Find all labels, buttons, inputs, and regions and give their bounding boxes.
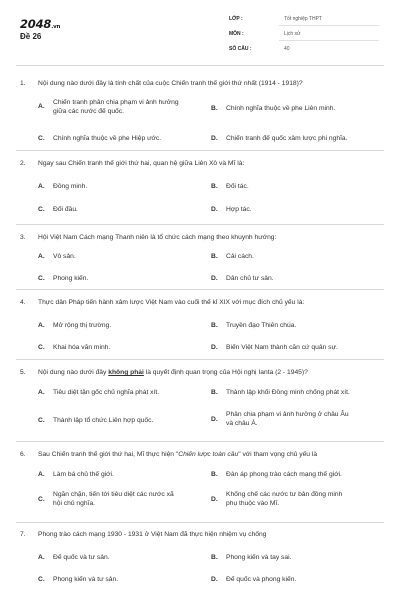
question-count-label: SỐ CÂU :: [229, 46, 252, 52]
option-key: C.: [38, 417, 45, 424]
option-text: Hợp tác.: [226, 206, 252, 213]
question-divider: [16, 150, 384, 151]
question-divider: [16, 441, 384, 442]
option-text: Dân chủ tư sản.: [226, 275, 274, 282]
question-divider: [16, 359, 384, 360]
option-text: Vô sản.: [53, 253, 76, 260]
question-text: Phong trào cách mạng 1930 - 1931 ở Việt Nam đã thực hiện nhiệm vụ chống: [38, 531, 267, 538]
option-key: B.: [211, 322, 218, 329]
option-text: Phong kiến và tay sai.: [226, 554, 292, 561]
option-text: Khai hóa văn minh.: [53, 344, 111, 351]
option-key: D.: [211, 135, 218, 142]
option-text: Cải cách.: [226, 253, 254, 260]
option-key: D.: [211, 576, 218, 583]
option-text: Ngăn chặn, tiến tới tiêu diệt các nước xã hội chủ nghĩa.: [53, 491, 174, 507]
question-text: Sau Chiến tranh thế giới thứ hai, Mĩ thực hiện "Chiến lược toàn cầu" với tham vọng chủ yếu là: [38, 451, 318, 458]
logo-text: 2048: [20, 17, 52, 31]
option-key: C.: [38, 206, 45, 213]
option-key: C.: [38, 576, 45, 583]
option-text: Thành lập khối Đồng minh chống phát xít.: [226, 389, 350, 396]
subject-label: MÔN :: [229, 31, 244, 37]
question-number: 1.: [20, 80, 26, 87]
question-text: Ngay sau Chiến tranh thế giới thứ hai, quan hệ giữa Liên Xô và Mĩ là:: [38, 160, 245, 167]
header-divider: [16, 65, 384, 66]
question-text: Nội dung nào dưới đây là tính chất của cuộc Chiến tranh thế giới thứ nhất (1914 - 1918)?: [38, 80, 303, 87]
option-key: A.: [38, 103, 45, 110]
option-text: Đế quốc và tư sản.: [53, 554, 110, 561]
option-key: A.: [38, 322, 45, 329]
exam-code: Đề 26: [20, 32, 42, 41]
option-key: C.: [38, 275, 45, 282]
question-number: 4.: [20, 299, 26, 306]
question-number: 5.: [20, 369, 26, 376]
option-text: Phong kiến và tư sản.: [53, 576, 119, 583]
question-divider: [16, 289, 384, 290]
option-text: Thành lập tổ chức Liên hợp quốc.: [53, 417, 154, 424]
option-key: B.: [211, 389, 218, 396]
option-key: B.: [211, 183, 218, 190]
emphasis-text: Chiến lược toàn cầu: [178, 451, 239, 458]
option-text: Đàn áp phong trào cách mạng thế giới.: [226, 471, 342, 478]
option-key: D.: [211, 206, 218, 213]
option-key: C.: [38, 344, 45, 351]
option-text: Chính nghĩa thuộc về phe Liên minh.: [226, 105, 336, 112]
option-text: Truyền đạo Thiên chúa.: [226, 322, 297, 329]
option-key: C.: [38, 135, 45, 142]
option-key: A.: [38, 554, 45, 561]
option-text: Khống chế các nước tư bản đồng minh phụ thuộc vào Mĩ.: [226, 491, 343, 507]
option-key: A.: [38, 253, 45, 260]
option-text: Chiến tranh phân chia phạm vi ảnh hưởng giữa các nước đế quốc.: [53, 99, 179, 115]
meta-divider: [279, 40, 379, 41]
class-value: Tốt nghiệp THPT: [284, 16, 322, 22]
option-text: Đối đầu.: [53, 206, 78, 213]
question-count-value: 40: [284, 46, 290, 52]
option-text: Đối tác.: [226, 183, 249, 190]
option-text: Biến Việt Nam thành căn cứ quân sự.: [226, 344, 338, 351]
option-key: D.: [211, 344, 218, 351]
logo-domain: .vn: [51, 24, 61, 30]
question-number: 2.: [20, 160, 26, 167]
option-key: A.: [38, 183, 45, 190]
option-text: Phân chia phạm vi ảnh hưởng ở châu Âu và châu Á.: [226, 411, 349, 427]
question-divider: [16, 224, 384, 225]
emphasis-text: không phải: [108, 369, 144, 376]
option-key: A.: [38, 471, 45, 478]
exam-header: [0, 0, 400, 60]
option-key: D.: [211, 496, 218, 503]
question-text: Thực dân Pháp tiến hành xâm lược Việt Nam vào cuối thế kỉ XIX với mục đích chủ yếu là:: [38, 299, 305, 306]
option-key: B.: [211, 554, 218, 561]
option-key: B.: [211, 253, 218, 260]
question-number: 3.: [20, 234, 26, 241]
option-text: Làm bá chủ thế giới.: [53, 471, 114, 478]
option-key: C.: [38, 496, 45, 503]
site-logo[interactable]: [20, 17, 60, 31]
subject-value: Lịch sử: [284, 31, 301, 37]
option-key: D.: [211, 275, 218, 282]
option-key: A.: [38, 389, 45, 396]
option-text: Chiến tranh đế quốc xâm lược phi nghĩa.: [226, 135, 348, 142]
option-key: B.: [211, 471, 218, 478]
option-key: D.: [211, 416, 218, 423]
question-text: Hội Việt Nam Cách mạng Thanh niên là tổ chức cách mạng theo khuynh hướng:: [38, 234, 277, 241]
question-text: Nội dung nào dưới đây không phải là quyết định quan trọng của Hội nghị Ianta (2 - 1945)?: [38, 369, 308, 376]
class-label: LỚP :: [229, 16, 243, 22]
question-number: 7.: [20, 531, 26, 538]
question-number: 6.: [20, 451, 26, 458]
option-text: Mở rộng thị trường.: [53, 322, 112, 329]
question-divider: [16, 522, 384, 523]
option-key: B.: [211, 105, 218, 112]
meta-divider: [279, 25, 379, 26]
option-text: Tiêu diệt tận gốc chủ nghĩa phát xít.: [53, 389, 160, 396]
option-text: Chính nghĩa thuộc về phe Hiệp ước.: [53, 135, 162, 142]
option-text: Đồng minh.: [53, 183, 88, 190]
option-text: Đế quốc và phong kiến.: [226, 576, 297, 583]
option-text: Phong kiến.: [53, 275, 89, 282]
